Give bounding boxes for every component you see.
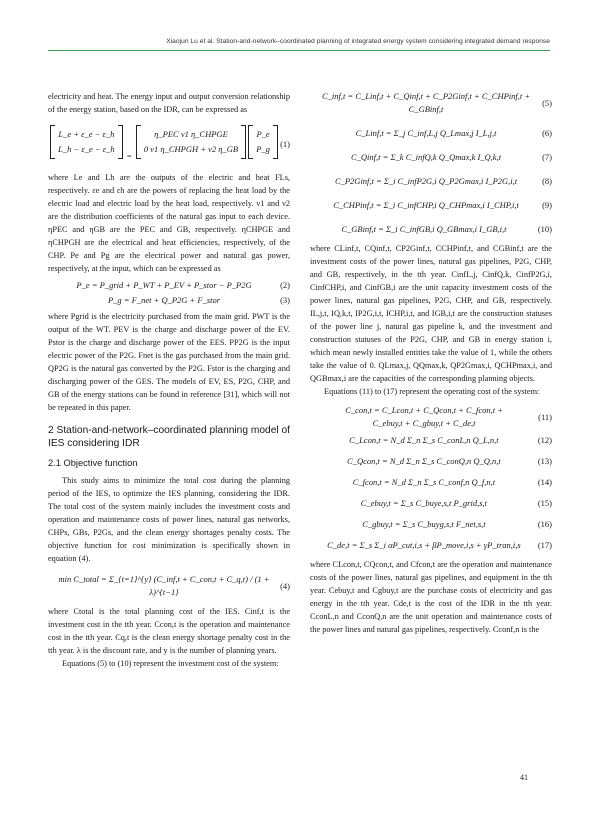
equation-number: (1) [280, 138, 290, 149]
equation-number: (3) [280, 295, 290, 305]
equation-number: (6) [542, 128, 552, 138]
equation-1: L_e + ε_e − ε_h L_h − ε_e − ε_h = η_PEC ν1 η_CHPGE 0 ν1 η_CHPGH + ν2 η_GB P_e P_g (1) [48, 125, 290, 163]
equation-8 [310, 175, 552, 188]
equation-body: C_P2Ginf,t = Σ_i C_infP2G,i Q_P2Gmax,i I_P2G,i,t [334, 176, 518, 186]
equation-13 [310, 455, 552, 468]
paragraph: where Pgrid is the electricity purchased from the main grid. PWT is the output of the WT. PEV is the charge and discharge power of the EV. Pstor is the charge and discharge power of the EES. PP2G is the input electric power of the P2G. Fnet is the gas purchased from the main grid. QP2G is the natural gas converted by the P2G. Fstor is the charging and discharging power of the GES. The models of EV, ES, P2G, CHP, and GB of the energy stations can be found in reference [31], which will not be repeated in this paper. [48, 312, 290, 412]
equation-17 [310, 539, 552, 552]
matrix-cell: 0 ν1 η_CHPGH + ν2 η_GB [143, 144, 239, 154]
equation-11 [310, 404, 552, 430]
equation-9 [310, 199, 552, 212]
matrix-cell: P_g [256, 144, 270, 154]
matrix-cell: L_h − ε_e − ε_h [58, 144, 115, 154]
matrix-cell: L_e + ε_e − ε_h [58, 129, 115, 139]
equation-body: C_ebuy,t = Σ_s C_buye,s,t P_grid,s,t [360, 498, 488, 508]
equation-2 [48, 279, 290, 292]
equation-7 [310, 151, 552, 164]
left-column [48, 90, 290, 670]
paragraph: where CLcon,t, CQcon,t, and Cfcon,t are the operation and maintenance costs of the power lines, natural gas pipelines, and equipment in the tth year. Cebuy,t and Cgbuy,t are the purchase costs of electricity and gas energy in the tth year. Cde,t is the cost of the IDR in the tth year. CconL,n and CconQ,n are the unit operation and maintenance costs of the power lines and natural gas pipelines, respectively. Cconf,n is the [310, 560, 552, 634]
equation-number: (15) [537, 498, 552, 508]
equation-body [310, 404, 538, 430]
page-number: 41 [520, 773, 528, 782]
equation-body: C_fcon,t = N_d Σ_n Σ_s C_conf,n Q_f,n,t [352, 477, 496, 487]
subsection-title: 2.1 Objective function [48, 458, 138, 468]
equation-body: C_Lcon,t = N_d Σ_n Σ_s C_conL,n Q_L,n,t [349, 435, 499, 445]
equation-number: (7) [542, 152, 552, 162]
equation-body: P_e = P_grid + P_WT + P_EV + P_stor − P_P2G [76, 280, 252, 290]
paragraph: where Ctotal is the total planning cost of the IES. Cinf,t is the investment cost in the tth year. Ccon,t is the operation and maintenance cost in the tth year. Cq,t is the clean energy shortage penalty cost in the tth year. λ is the discount rate, and y is the number of planning years. [48, 607, 290, 655]
equation-3 [48, 294, 290, 307]
equation-line: C_con,t = C_Lcon,t + C_Qcon,t + C_fcon,t + [345, 405, 503, 415]
equation-6 [310, 127, 552, 140]
paragraph: Equations (11) to (17) represent the operating cost of the system: [324, 387, 540, 396]
paragraph: This study aims to minimize the total cost during the planning period of the IES, to optimize the IES planning, considering the IDR. The total cost of the system mainly includes the investment costs and operation and maintenance costs of power lines, natural gas networks, CHPs, GBs, P2Gs, and the clean energy shortages penalty costs. The objective function for cost minimization is specifically shown in equation (4). [48, 476, 290, 563]
equation-body: C_Qinf,t = Σ_k C_infQ,k Q_Qmax,k I_Q,k,t [351, 152, 502, 162]
equation-10 [310, 223, 552, 236]
paragraph: Equations (5) to (10) represent the investment cost of the system: [62, 659, 279, 668]
matrix-coefficients [136, 125, 246, 159]
equation-body: C_gbuy,t = Σ_s C_buyg,s,t F_net,s,t [362, 519, 486, 529]
equation-body: C_Linf,t = Σ_j C_inf,L,j Q_Lmax,j I_L,j,t [355, 128, 497, 138]
equation-14 [310, 476, 552, 489]
equation-number: (8) [542, 176, 552, 186]
equation-number: (5) [542, 97, 552, 108]
equation-number: (9) [542, 200, 552, 210]
matrix-rhs [248, 125, 278, 159]
paragraph: electricity and heat. The energy input and output conversion relationship of the energy station, based on the IDR, can be expressed as [48, 92, 290, 114]
header-rule [48, 50, 550, 51]
equation-16 [310, 518, 552, 531]
matrix-cell: P_e [256, 129, 270, 139]
equation-5 [310, 90, 552, 116]
right-column [310, 90, 552, 636]
equation-body: C_de,t = Σ_s Σ_i αP_cut,i,s + βP_move,i,s + γP_tran,i,s [327, 540, 521, 550]
equation-number: (14) [537, 477, 552, 487]
equation-line: C_ebuy,t + C_gbuy,t + C_de,t [372, 418, 476, 428]
equation-body: min C_total = Σ_{t=1}^{y} (C_inf,t + C_con,t + C_q,t) / (1 + λ)^{t−1} [58, 574, 270, 597]
equation-number: (16) [537, 519, 552, 529]
matrix-cell: η_PEC ν1 η_CHPGE [154, 129, 228, 139]
equation-body: C_Qcon,t = N_d Σ_n Σ_s C_conQ,n Q_Q,n,t [347, 456, 501, 466]
equation-number: (17) [537, 540, 552, 550]
equation-number: (10) [537, 224, 552, 234]
equation-number: (4) [280, 580, 290, 591]
equation-15 [310, 497, 552, 510]
running-header: Xiaojun Lu et al. Station-and-network–coordinated planning of integrated energy system considering integrated demand response [166, 38, 550, 45]
equation-body: C_inf,t = C_Linf,t + C_Qinf,t + C_P2Ginf,t + C_CHPinf,t + C_GBinf,t [321, 91, 531, 114]
equation-number: (12) [537, 435, 552, 445]
section-title: 2 Station-and-network–coordinated planning model of IES considering IDR [48, 425, 290, 449]
equation-number: (11) [538, 411, 552, 422]
equation-number: (2) [280, 280, 290, 290]
equation-4 [48, 573, 290, 599]
equation-number: (13) [537, 456, 552, 466]
equation-12 [310, 434, 552, 447]
matrix-lhs [50, 125, 122, 159]
paragraph: where CLinf,t, CQinf,t, CP2Ginf,t, CCHPinf,t, and CGBinf,t are the investment costs of the power lines, natural gas pipelines, P2G, CHP, and GB, respectively, in the tth year. CinfL,j, CinfQ,k, CinfP2G,i, CinfCHP,i, and CinfGB,i are the unit capacity investment costs of the power lines, natural gas pipelines, P2G, CHP, and GB, respectively. IL,j,t, IQ,k,t, IP2G,i,t, ICHP,i,t, and IGB,i,t are the construction statuses of the power line j, natural gas pipeline k, and the investment and construction statuses of the P2G, CHP, and GB in energy station i, which mean newly installed entities take the value of 1, while the others take the value of 0. QLmax,j, QQmax,k, QP2Gmax,i, QCHPmax,i, and QGBmax,i are the capacities of the corresponding planning objects. [310, 244, 552, 383]
paragraph: where Le and Lh are the outputs of the electric and heat FLs, respectively. εe and εh are the powers of replacing the heat load by the electric load and electric load by the heat load, respectively. ν1 and ν2 are the distribution coefficients of the natural gas input to each device. ηPEC and ηGB are the PEC and GB, respectively. ηCHPGE and ηCHPGH are the electrical and heat efficiencies, respectively, of the CHP. Pe and Pg are the electrical power and natural gas power, respectively, at the input, which can be expressed as [48, 173, 290, 273]
equation-body: P_g = F_net + Q_P2G + F_stor [107, 295, 221, 305]
equation-body: C_CHPinf,t = Σ_i C_infCHP,i Q_CHPmax,i I_CHP,i,t [333, 200, 519, 210]
equation-body: C_GBinf,t = Σ_i C_infGB,i Q_GBmax,i I_GB,i,t [341, 224, 507, 234]
